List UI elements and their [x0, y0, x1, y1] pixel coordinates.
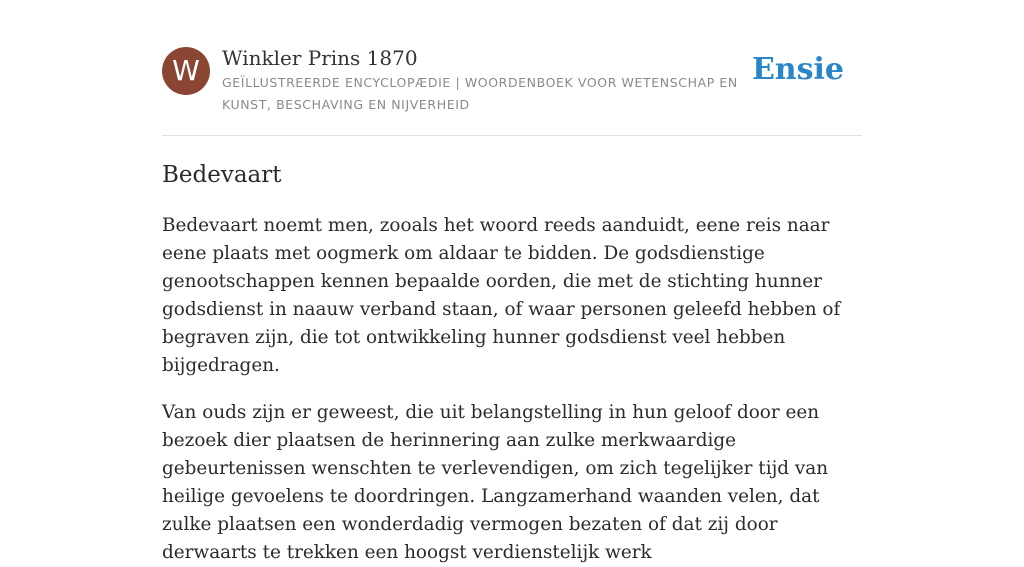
source-title[interactable]: Winkler Prins 1870 [222, 46, 418, 70]
source-avatar[interactable]: W [162, 47, 210, 95]
article-title: Bedevaart [162, 162, 282, 188]
ensie-logo-link[interactable]: Ensie [751, 52, 844, 87]
article-paragraph: Van ouds zijn er geweest, die uit belangstelling in hun geloof door een bezoek dier plaatsen de herinnering aan zulke merkwaardige gebeurtenissen wenschten te verlevendigen, om zich tegelijker tijd van heilige gevoelens te doordringen. Langzamerhand waanden velen, dat zulke plaatsen een wonderdadig vermogen bezaten of dat zij door derwaarts te trekken een hoogst verdienstelijk werk [162, 402, 829, 563]
article [162, 158, 862, 567]
source-subtitle: GEÏLLUSTREERDE ENCYCLOPÆDIE | WOORDENBOEK VOOR WETENSCHAP EN KUNST, BESCHAVING EN NIJVERHEID [222, 75, 738, 112]
source-header [162, 44, 862, 124]
header-divider [162, 135, 862, 136]
article-paragraph: Bedevaart noemt men, zooals het woord reeds aanduidt, eene reis naar eene plaats met oogmerk om aldaar te bidden. De godsdienstige genootschappen kennen bepaalde oorden, die met de stichting hunner godsdienst in naauw verband staan, of waar personen geleefd hebben of begraven zijn, die tot ontwikkeling hunner godsdienst veel hebben bijgedragen. [162, 215, 841, 376]
